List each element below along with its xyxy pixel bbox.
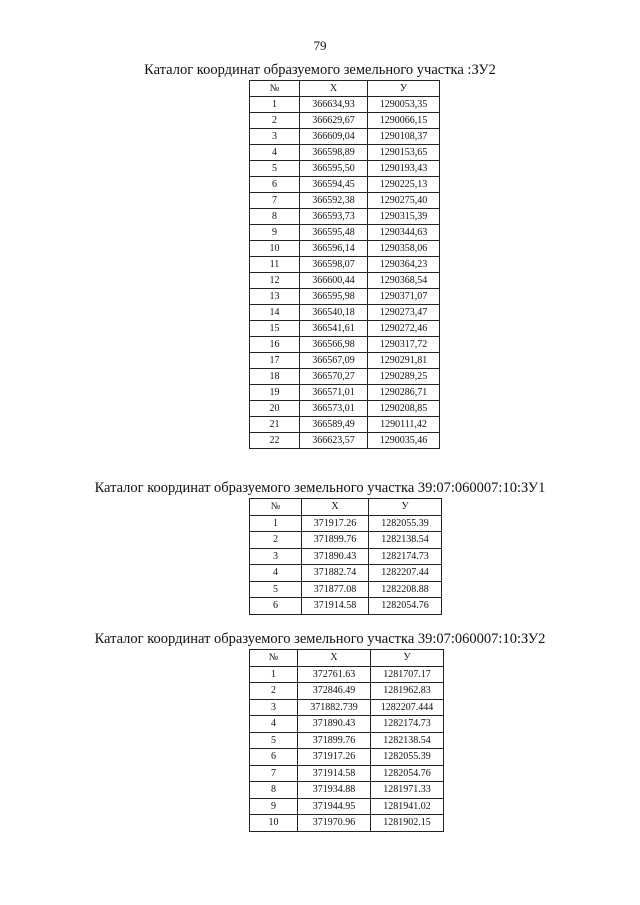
column-header-number: №: [250, 81, 300, 97]
table-row: [250, 273, 440, 289]
cell-x: 371890.43: [298, 716, 371, 733]
cell-x: 366541,61: [300, 321, 368, 337]
column-header-x: X: [298, 650, 371, 667]
cell-y: 1282174.73: [369, 548, 442, 565]
cell-x: 366595,50: [300, 161, 368, 177]
cell-y: 1290289,25: [368, 369, 440, 385]
table-row: [250, 716, 444, 733]
table-row: [250, 161, 440, 177]
cell-x: 371917.26: [302, 515, 369, 532]
column-header-y: У: [368, 81, 440, 97]
cell-y: 1282138.54: [369, 532, 442, 549]
cell-number: 4: [250, 565, 302, 582]
cell-number: 2: [250, 532, 302, 549]
cell-x: 366595,98: [300, 289, 368, 305]
cell-number: 10: [250, 815, 298, 832]
cell-y: 1290317,72: [368, 337, 440, 353]
cell-number: 1: [250, 515, 302, 532]
cell-y: 1290111,42: [368, 417, 440, 433]
cell-x: 371917.26: [298, 749, 371, 766]
cell-number: 4: [250, 716, 298, 733]
cell-number: 8: [250, 209, 300, 225]
cell-x: 366593,73: [300, 209, 368, 225]
cell-x: 366570,27: [300, 369, 368, 385]
cell-number: 22: [250, 433, 300, 449]
cell-number: 8: [250, 782, 298, 799]
cell-y: 1290358,06: [368, 241, 440, 257]
cell-x: 366589,49: [300, 417, 368, 433]
cell-x: 371882.739: [298, 699, 371, 716]
table-row: [250, 385, 440, 401]
cell-y: 1282208.88: [369, 581, 442, 598]
cell-x: 371882.74: [302, 565, 369, 582]
cell-number: 10: [250, 241, 300, 257]
column-header-x: X: [302, 499, 369, 516]
cell-x: 366595,48: [300, 225, 368, 241]
cell-x: 366567,09: [300, 353, 368, 369]
cell-y: 1282055.39: [369, 515, 442, 532]
cell-y: 1282138.54: [371, 732, 444, 749]
table-row: [250, 515, 442, 532]
cell-y: 1282207.444: [371, 699, 444, 716]
page-number: 79: [313, 38, 327, 53]
cell-number: 5: [250, 161, 300, 177]
table-row: [250, 305, 440, 321]
cell-y: 1281971.33: [371, 782, 444, 799]
cell-number: 11: [250, 257, 300, 273]
cell-y: 1290315,39: [368, 209, 440, 225]
cell-number: 7: [250, 193, 300, 209]
cell-x: 371944.95: [298, 798, 371, 815]
cell-y: 1290275,40: [368, 193, 440, 209]
cell-y: 1290053,35: [368, 97, 440, 113]
coordinates-table-39-zu2: [249, 649, 444, 832]
cell-x: 366600,44: [300, 273, 368, 289]
cell-y: 1290035,46: [368, 433, 440, 449]
table-row: [250, 337, 440, 353]
cell-y: 1282174.73: [371, 716, 444, 733]
cell-y: 1290108,37: [368, 129, 440, 145]
cell-x: 372761.63: [298, 666, 371, 683]
cell-number: 9: [250, 798, 298, 815]
table-row: [250, 565, 442, 582]
cell-y: 1290193,43: [368, 161, 440, 177]
cell-y: 1281902.15: [371, 815, 444, 832]
cell-number: 18: [250, 369, 300, 385]
column-header-number: №: [250, 499, 302, 516]
cell-y: 1290371,07: [368, 289, 440, 305]
column-header-y: У: [369, 499, 442, 516]
cell-number: 5: [250, 581, 302, 598]
table-row: [250, 765, 444, 782]
table-row: [250, 225, 440, 241]
catalog-title-39-07-060007-10-zu1: Каталог координат образуемого земельного участка 39:07:060007:10:ЗУ1: [94, 480, 546, 496]
cell-x: 366629,67: [300, 113, 368, 129]
coordinates-table-zu1: [249, 498, 442, 615]
table-row: [250, 129, 440, 145]
cell-x: 371914.58: [302, 598, 369, 615]
table-row: [250, 97, 440, 113]
cell-number: 2: [250, 113, 300, 129]
cell-x: 371970.96: [298, 815, 371, 832]
cell-x: 366609,04: [300, 129, 368, 145]
cell-y: 1290272,46: [368, 321, 440, 337]
table-row: [250, 699, 444, 716]
cell-y: 1290291,81: [368, 353, 440, 369]
table-row: [250, 193, 440, 209]
table-row: [250, 257, 440, 273]
column-header-number: №: [250, 650, 298, 667]
table-row: [250, 683, 444, 700]
cell-number: 5: [250, 732, 298, 749]
cell-number: 17: [250, 353, 300, 369]
table-row: [250, 145, 440, 161]
table-header-row: [250, 81, 440, 97]
cell-y: 1290368,54: [368, 273, 440, 289]
cell-y: 1282054.76: [371, 765, 444, 782]
cell-y: 1282055.39: [371, 749, 444, 766]
cell-y: 1290225,13: [368, 177, 440, 193]
table-row: [250, 289, 440, 305]
cell-y: 1281941.02: [371, 798, 444, 815]
table-row: [250, 732, 444, 749]
table-row: [250, 433, 440, 449]
cell-x: 366573,01: [300, 401, 368, 417]
cell-number: 15: [250, 321, 300, 337]
table-row: [250, 815, 444, 832]
cell-y: 1281962.83: [371, 683, 444, 700]
cell-number: 19: [250, 385, 300, 401]
table-row: [250, 177, 440, 193]
cell-y: 1290153,65: [368, 145, 440, 161]
cell-number: 9: [250, 225, 300, 241]
table-header-row: [250, 499, 442, 516]
cell-y: 1290364,23: [368, 257, 440, 273]
cell-number: 3: [250, 548, 302, 565]
cell-number: 2: [250, 683, 298, 700]
cell-x: 372846.49: [298, 683, 371, 700]
cell-number: 6: [250, 749, 298, 766]
table-row: [250, 417, 440, 433]
cell-x: 371899.76: [302, 532, 369, 549]
cell-x: 371899.76: [298, 732, 371, 749]
cell-x: 366592,38: [300, 193, 368, 209]
catalog-title-zu2: Каталог координат образуемого земельного участка :ЗУ2: [144, 62, 496, 78]
cell-x: 366598,07: [300, 257, 368, 273]
cell-x: 366596,14: [300, 241, 368, 257]
cell-number: 16: [250, 337, 300, 353]
cell-y: 1282054.76: [369, 598, 442, 615]
table-row: [250, 782, 444, 799]
cell-x: 366634,93: [300, 97, 368, 113]
cell-number: 12: [250, 273, 300, 289]
coordinates-table-zu2: [249, 80, 440, 449]
column-header-y: У: [371, 650, 444, 667]
table-row: [250, 798, 444, 815]
table-row: [250, 548, 442, 565]
cell-number: 3: [250, 129, 300, 145]
cell-number: 6: [250, 598, 302, 615]
cell-y: 1290208,85: [368, 401, 440, 417]
table-row: [250, 209, 440, 225]
cell-x: 366594,45: [300, 177, 368, 193]
cell-number: 4: [250, 145, 300, 161]
table-row: [250, 749, 444, 766]
catalog-title-39-07-060007-10-zu2: Каталог координат образуемого земельного участка 39:07:060007:10:ЗУ2: [94, 631, 546, 647]
table-row: [250, 401, 440, 417]
table-row: [250, 666, 444, 683]
cell-number: 14: [250, 305, 300, 321]
cell-number: 3: [250, 699, 298, 716]
cell-number: 21: [250, 417, 300, 433]
table-row: [250, 369, 440, 385]
cell-y: 1290286,71: [368, 385, 440, 401]
cell-x: 366566,98: [300, 337, 368, 353]
cell-x: 371877.08: [302, 581, 369, 598]
cell-number: 1: [250, 666, 298, 683]
cell-number: 6: [250, 177, 300, 193]
cell-number: 13: [250, 289, 300, 305]
table-row: [250, 321, 440, 337]
table-row: [250, 113, 440, 129]
cell-y: 1282207.44: [369, 565, 442, 582]
table-row: [250, 532, 442, 549]
table-row: [250, 598, 442, 615]
cell-y: 1290344,63: [368, 225, 440, 241]
cell-x: 366571,01: [300, 385, 368, 401]
cell-y: 1290273,47: [368, 305, 440, 321]
cell-x: 371934.88: [298, 782, 371, 799]
cell-y: 1281707.17: [371, 666, 444, 683]
cell-y: 1290066,15: [368, 113, 440, 129]
table-header-row: [250, 650, 444, 667]
cell-number: 20: [250, 401, 300, 417]
cell-x: 366623,57: [300, 433, 368, 449]
cell-number: 7: [250, 765, 298, 782]
cell-x: 366540,18: [300, 305, 368, 321]
table-row: [250, 241, 440, 257]
cell-number: 1: [250, 97, 300, 113]
cell-x: 371890.43: [302, 548, 369, 565]
column-header-x: X: [300, 81, 368, 97]
cell-x: 366598,89: [300, 145, 368, 161]
table-row: [250, 581, 442, 598]
table-row: [250, 353, 440, 369]
cell-x: 371914.58: [298, 765, 371, 782]
